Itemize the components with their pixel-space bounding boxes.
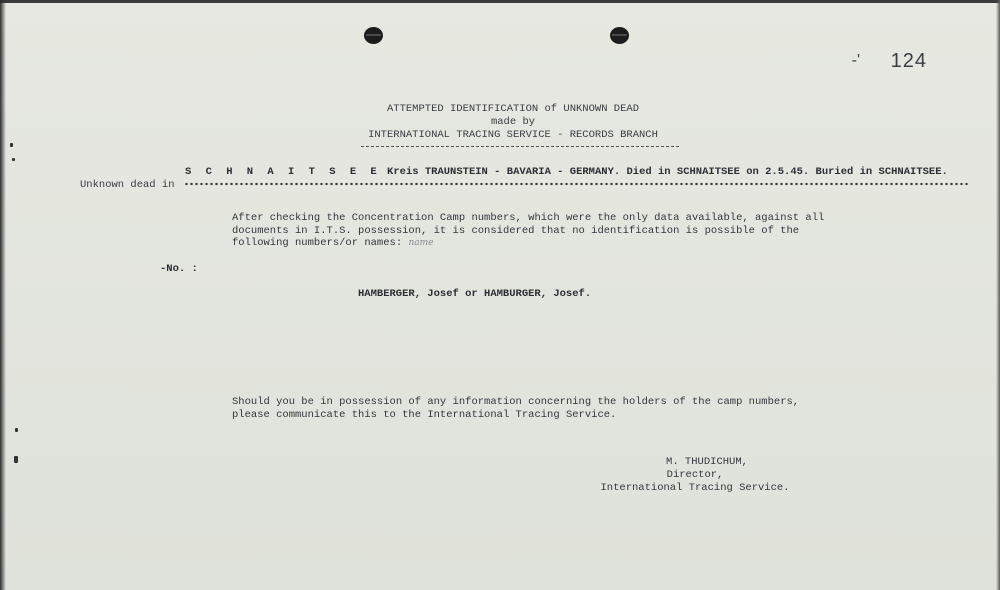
scan-edge-top: [0, 0, 1000, 3]
dotted-fill-line: [184, 182, 968, 186]
punch-hole-right: [610, 27, 629, 44]
signature-name: M. THUDICHUM,: [666, 456, 748, 468]
header-title: ATTEMPTED IDENTIFICATION of UNKNOWN DEAD: [386, 103, 640, 115]
names-line: HAMBERGER, Josef or HAMBURGER, Josef.: [358, 288, 592, 300]
number-label: -No. :: [160, 263, 198, 275]
unknown-dead-label: Unknown dead in: [80, 179, 175, 191]
place-line: [185, 166, 948, 178]
place-details: Kreis TRAUNSTEIN - BAVARIA - GERMANY. Died in SCHNAITSEE on 2.5.45. Buried in SCHNAITSEE.: [387, 166, 948, 178]
header-rule: [361, 146, 679, 147]
header-made-by: made by: [490, 116, 536, 128]
margin-mark: [10, 143, 13, 147]
handwritten-note: name: [408, 238, 434, 248]
signature-organization: International Tracing Service.: [600, 482, 790, 494]
page-mark: -': [851, 52, 860, 69]
header-organization: INTERNATIONAL TRACING SERVICE - RECORDS BRANCH: [368, 129, 658, 141]
paragraph-checking-text: After checking the Concentration Camp numbers, which were the only data available, against all documents in I.T.S. possession, it is considered that no identification is possible of the following numbers/or names:: [232, 212, 825, 249]
page-number: 124: [890, 50, 927, 72]
scan-edge-right: [996, 0, 1000, 590]
margin-mark: [14, 456, 18, 463]
margin-mark: [12, 158, 15, 161]
punch-hole-left: [364, 27, 383, 44]
paragraph-checking: [232, 212, 872, 250]
scan-edge-left: [0, 0, 6, 590]
paragraph-request: Should you be in possession of any information concerning the holders of the camp numbers, please communicate this to the International Tracing Service.: [232, 396, 800, 421]
margin-mark: [15, 428, 18, 432]
signature-block: [560, 456, 830, 495]
signature-title: Director,: [666, 469, 724, 481]
document-header: [0, 103, 1000, 142]
place-town: S C H N A I T S E E: [185, 166, 381, 178]
